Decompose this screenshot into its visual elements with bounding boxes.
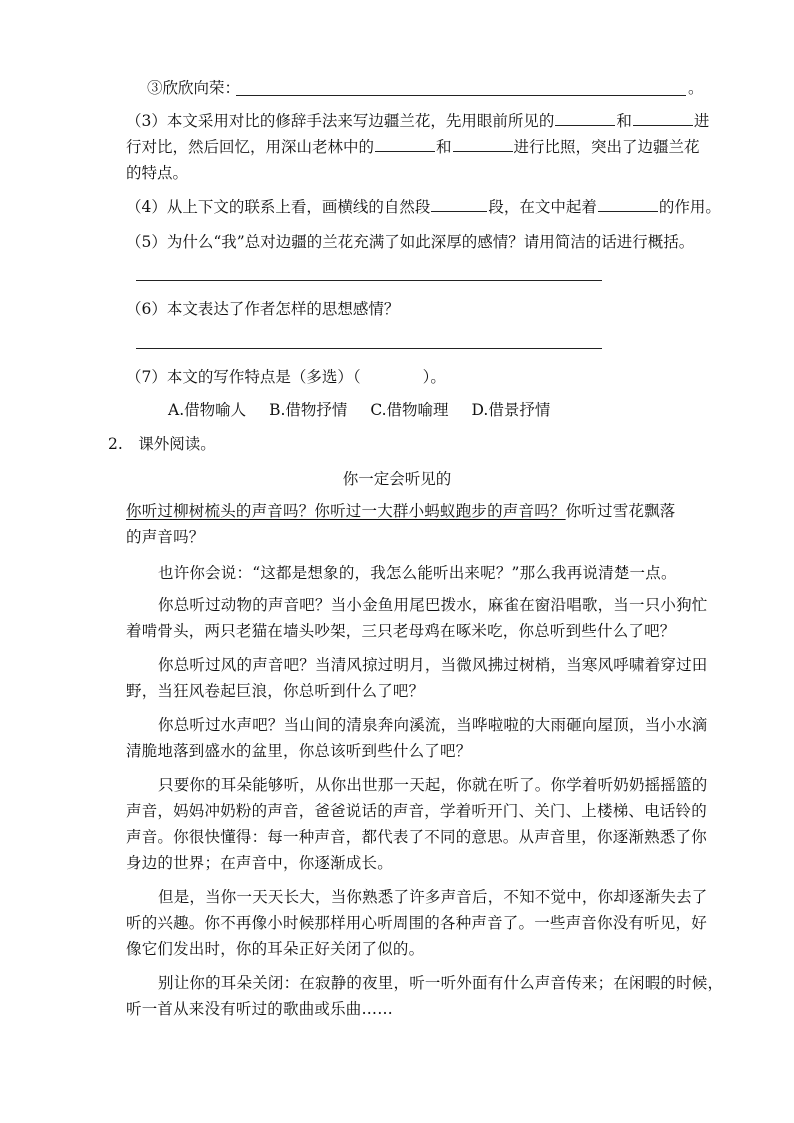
q3-line3: 的特点。 [126,164,189,182]
q7-option-a[interactable]: A.借物喻人 [168,401,247,419]
q7-option-b[interactable]: B.借物抒情 [269,401,348,419]
p8-line1: 别让你的耳朵关闭：在寂静的夜里，听一听外面有什么声音传来；在闲暇的时候， [158,974,724,992]
answer-blank-q3-3[interactable] [375,137,435,152]
answer-blank-q4-2[interactable] [598,197,658,212]
answer-blank-q3-2[interactable] [633,111,693,126]
p6-line4: 身边的世界；在声音中，你逐渐成长。 [126,854,393,872]
q4: （4）从上下文的联系上看，画横线的自然段 段，在文中起着 的作用。 [126,198,721,216]
p1-line2: 的声音吗？ [126,528,205,546]
q7-options [168,400,698,420]
p4-line2: 野，当狂风卷起巨浪，你总听到什么了吧？ [126,682,425,700]
answer-blank-q3-4[interactable] [453,137,513,152]
p4-line1: 你总听过风的声音吧？当清风掠过明月，当微风拂过树梢，当寒风呼啸着穿过田 [158,656,708,674]
q5: （5）为什么“我”总对边疆的兰花充满了如此深厚的感情？请用简洁的话进行概括。 [126,233,695,251]
q6: （6）本文表达了作者怎样的思想感情？ [126,300,400,318]
p7-line2: 听的兴趣。你不再像小时候那样用心听周围的各种声音了。一些声音你没有听见，好 [126,914,707,932]
answer-blank-q4-1[interactable] [431,197,487,212]
q-item3-label: ③欣欣向荣： [147,79,241,97]
p5-line2: 清脆地落到盛水的盆里，你总该听到些什么了吧？ [126,742,472,760]
p3-line1: 你总听过动物的声音吧？当小金鱼用尾巴拨水，麻雀在窗沿唱歌，当一只小狗忙 [158,596,708,614]
p6-line2: 声音，妈妈冲奶粉的声音，爸爸说话的声音，学着听开门、关门、上楼梯、电话铃的 [126,802,707,820]
answer-line-q5[interactable] [136,280,602,281]
p6-line3: 声音。你很快懂得：每一种声音，都代表了不同的意思。从声音里，你逐渐熟悉了你 [126,828,707,846]
p8-line2: 听一首从来没有听过的歌曲或乐曲…… [126,1000,393,1018]
q7-option-c[interactable]: C.借物喻理 [370,401,449,419]
section2-heading: 2. 课外阅读。 [108,435,216,453]
q3-line2: 行对比，然后回忆，用深山老林中的 和 进行比照，突出了边疆兰花 [126,138,700,156]
p3-line2: 着啃骨头，两只老猫在墙头吵架，三只老母鸡在啄米吃，你总听到些什么了吧？ [126,622,676,640]
p5-line1: 你总听过水声吧？当山间的清泉奔向溪流，当哗啦啦的大雨砸向屋顶，当小水滴 [158,716,708,734]
q7: （7）本文的写作特点是（多选）（ ）。 [126,368,446,386]
p6-line1: 只要你的耳朵能够听，从你出世那一天起，你就在听了。你学着听奶奶摇摇篮的 [158,776,708,794]
answer-blank-q3-1[interactable] [555,111,615,126]
q-item3-end: 。 [688,79,704,97]
q3-line1: （3）本文采用对比的修辞手法来写边疆兰花，先用眼前所见的 和 进 [126,112,710,130]
underlined-sentence: 你听过柳树梳头的声音吗？你听过一大群小蚂蚁跑步的声音吗？ [126,502,566,520]
q7-option-d[interactable]: D.借景抒情 [471,401,551,419]
answer-line-q6[interactable] [136,348,602,349]
p7-line1: 但是，当你一天天长大，当你熟悉了许多声音后，不知不觉中，你却逐渐失去了 [158,888,708,906]
answer-blank-item3[interactable] [236,95,686,96]
p2: 也许你会说：“这都是想象的，我怎么能听出来呢？”那么我再说清楚一点。 [158,564,677,582]
p7-line3: 像它们发出时，你的耳朵正好关闭了似的。 [126,940,425,958]
passage-title: 你一定会听见的 [342,470,452,488]
p1-line1: 你听过柳树梳头的声音吗？你听过一大群小蚂蚁跑步的声音吗？你听过雪花飘落 [126,502,676,520]
